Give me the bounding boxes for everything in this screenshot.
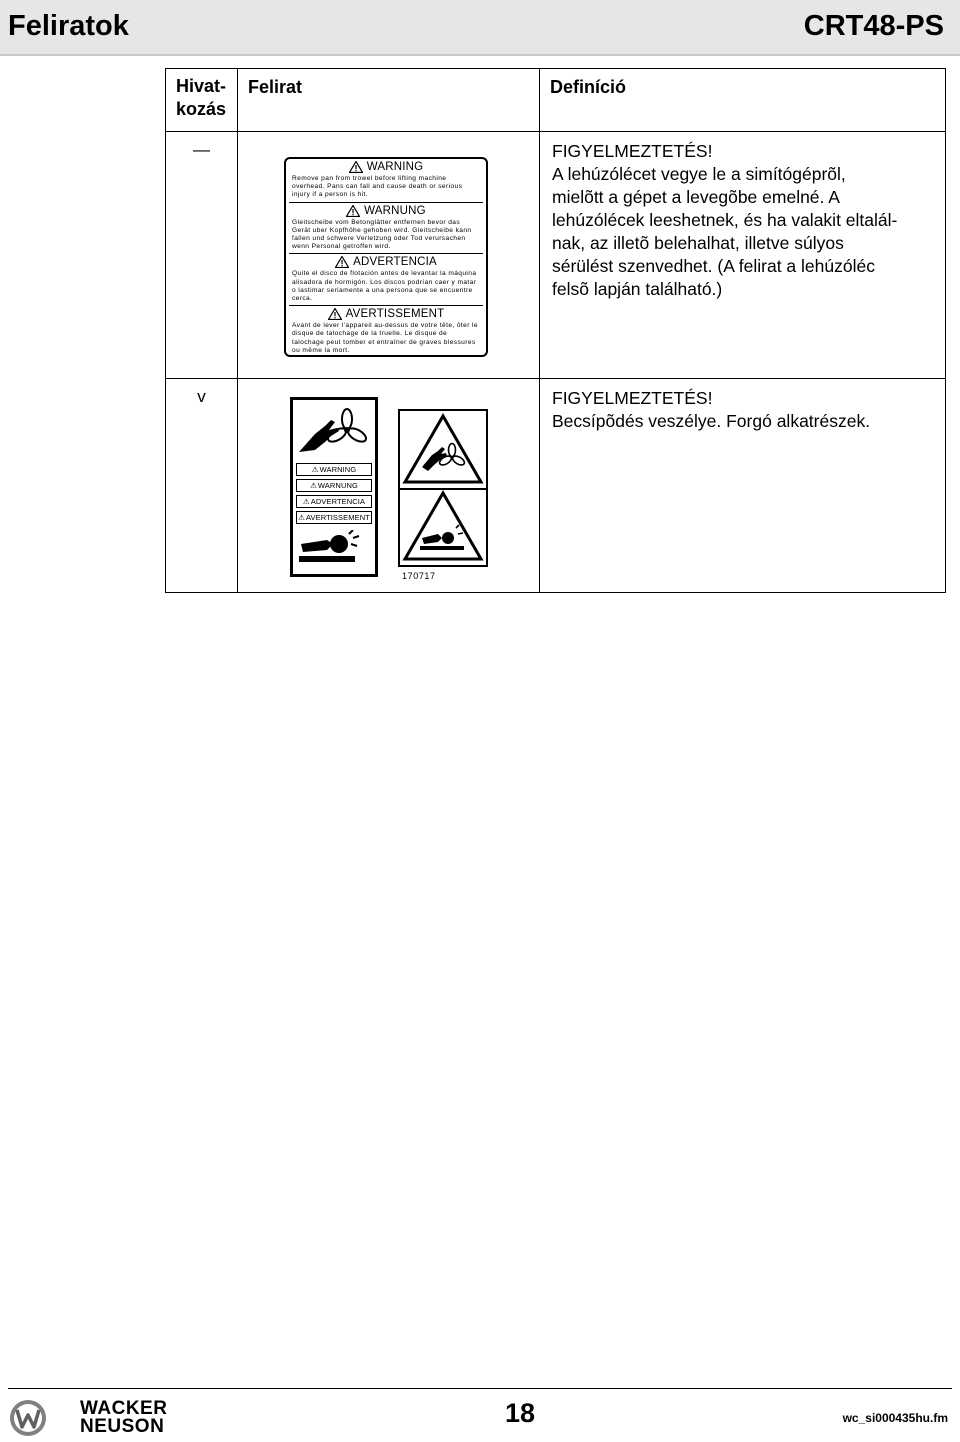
reference-header: Hivat- kozás — [166, 69, 238, 132]
label-header: Felirat — [238, 69, 540, 132]
decal-heading: ADVERTENCIA — [289, 255, 483, 269]
hand-roller-pinch-icon — [297, 530, 371, 572]
section-title: Feliratok — [8, 10, 129, 42]
lift-warning-decal — [284, 157, 488, 357]
part-number: 170717 — [402, 571, 436, 581]
hand-fan-pinch-icon — [297, 404, 371, 458]
table-row — [166, 379, 946, 593]
labels-table — [165, 68, 946, 593]
wacker-logo-icon — [8, 1398, 48, 1438]
decal-heading: WARNUNG — [289, 204, 483, 218]
warning-line: ⚠ ADVERTENCIA — [296, 495, 372, 508]
warning-triangle-icon — [346, 205, 360, 217]
pinch-warning-card — [290, 397, 378, 577]
warning-line: ⚠ AVERTISSEMENT — [296, 511, 372, 524]
warning-line: ⚠ WARNUNG — [296, 479, 372, 492]
decal-heading: WARNING — [289, 160, 483, 174]
definition-cell: FIGYELMEZTETÉS! A lehúzólécet vegye le a simítógéprõl, mielõtt a gépet a levegõbe emelné. A lehúzólécek leeshetnek, és ha valakit eltalál- nak, az illetõ belehalhat, illetve súlyos sérülést szenvedhet. (A felirat a lehúzóléc felsõ lapján található.) — [540, 132, 946, 379]
label-cell — [238, 379, 540, 593]
page-header — [0, 0, 960, 56]
warning-triangle-icon — [328, 308, 342, 320]
decal-text: Quite el disco de flotación antes de levantar la máquina alisadora de hormigón. Los discos podrían caer y matar o lastimar seriamente a una persona que se encuentre cerca. — [289, 269, 483, 306]
label-cell — [238, 132, 540, 379]
definition-header: Definíció — [540, 69, 946, 132]
file-name: wc_si000435hu.fm — [842, 1411, 948, 1425]
warning-triangle-icon — [349, 161, 363, 173]
hand-roller-warning-triangle-icon — [400, 488, 486, 565]
warning-triangle-icon — [335, 256, 349, 268]
warning-line: ⚠ WARNING — [296, 463, 372, 476]
decal-text: Remove pan from trowel before lifting machine overhead. Pans can fall and cause death or serious injury if a person is hit. — [289, 174, 483, 203]
table-header-row — [166, 69, 946, 132]
language-lines — [296, 463, 372, 527]
decal-text: Avant de lever l'appareil au-dessus de votre tête, ôter le disque de talochage de la truelle. Le disque de talochage peut tomber et entraîner de graves blessures ou même la mort. — [292, 322, 478, 354]
table-row — [166, 132, 946, 379]
reference-cell: v — [166, 379, 238, 593]
definition-cell: FIGYELMEZTETÉS! Becsípõdés veszélye. Forgó alkatrészek. — [540, 379, 946, 593]
hand-fan-warning-triangle-icon — [400, 411, 486, 490]
pinch-hazard-decals — [290, 397, 539, 587]
brand-logo-text: WACKER NEUSON — [80, 1398, 168, 1437]
model-name: CRT48-PS — [803, 10, 944, 42]
page-number: 18 — [504, 1398, 536, 1428]
footer-divider — [8, 1388, 952, 1389]
pinch-pictogram-card — [398, 409, 488, 567]
decal-heading: AVERTISSEMENT — [289, 307, 483, 321]
reference-cell: — — [166, 132, 238, 379]
decal-text: Gleitscheibe vom Betonglätter entfernen bevor das Gerät uber Kopfhöhe gehoben wird. Gleitscheibe kann fallen und schwere Verletzung oder Tod verursachen wenn Personal getroffen wird. — [289, 218, 483, 255]
